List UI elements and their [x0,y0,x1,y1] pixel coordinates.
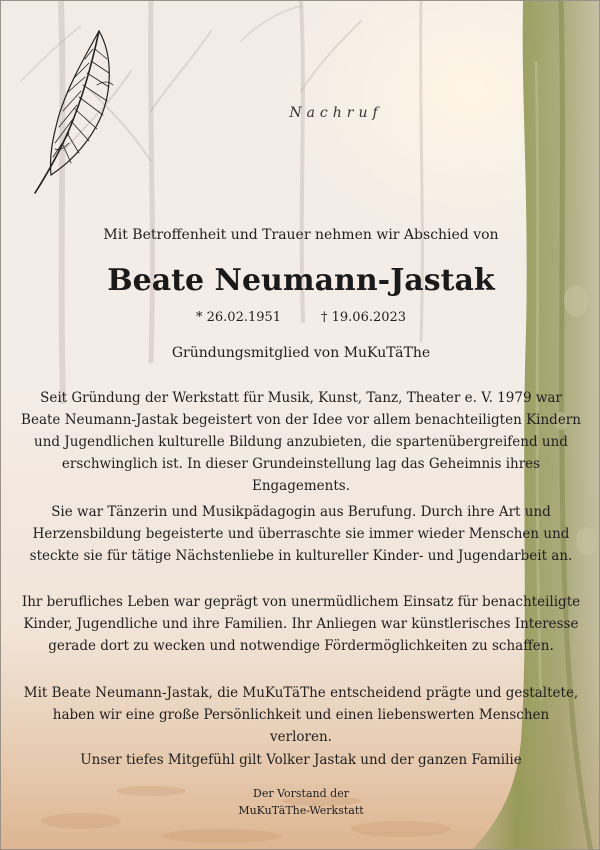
paragraph-condolence: Unser tiefes Mitgefühl gilt Volker Jastak und der ganzen Familie [80,752,522,768]
paragraph-loss: Mit Beate Neumann-Jastak, die MuKuTäThe entscheidend prägte und gestaltete, haben wir eine große Persönlichkeit und einen liebenswerten Menschen verloren. [23,685,579,745]
death-date: † 19.06.2023 [321,310,407,325]
heading-nachruf: Nachruf [289,105,383,121]
role-text: Gründungsmitglied von MuKuTäThe [171,345,431,361]
signature-line-1: Der Vorstand der [253,787,349,800]
paragraph-dancer: Sie war Tänzerin und Musikpädagogin aus Berufung. Durch ihre Art und Herzensbildung begeisterte und überraschte sie immer wieder Menschen und steckte sie für tätige Nächstenliebe in kultureller Kinder- und Jugendarbeit an. [29,504,573,564]
paragraph-founding: Seit Gründung der Werkstatt für Musik, Kunst, Tanz, Theater e. V. 1979 war Beate Neumann-Jastak begeistert von der Idee vor allem benachteiligten Kindern und Jugendlichen kulturelle Bildung anzubieten, die spartenübergreifend und erschwinglich ist. In dieser Grundeinstellung lag das Geheimnis ihres Engagements. [21,390,581,494]
signature-line-2: MuKuTäThe-Werkstatt [238,804,364,817]
paragraph-career: Ihr berufliches Leben war geprägt von unermüdlichem Einsatz für benachteiligte Kinder, Jugendliche und ihre Familien. Ihr Anliegen war künstlerisches Interesse gerade dort zu wecken und notwendige Fördermöglichkeiten zu schaffen. [21,594,581,654]
feather-icon [29,25,119,197]
birth-date: * 26.02.1951 [196,310,282,325]
deceased-name: Beate Neumann-Jastak [107,263,495,298]
intro-text: Mit Betroffenheit und Trauer nehmen wir Abschied von [103,227,499,243]
obituary-content [1,1,600,850]
